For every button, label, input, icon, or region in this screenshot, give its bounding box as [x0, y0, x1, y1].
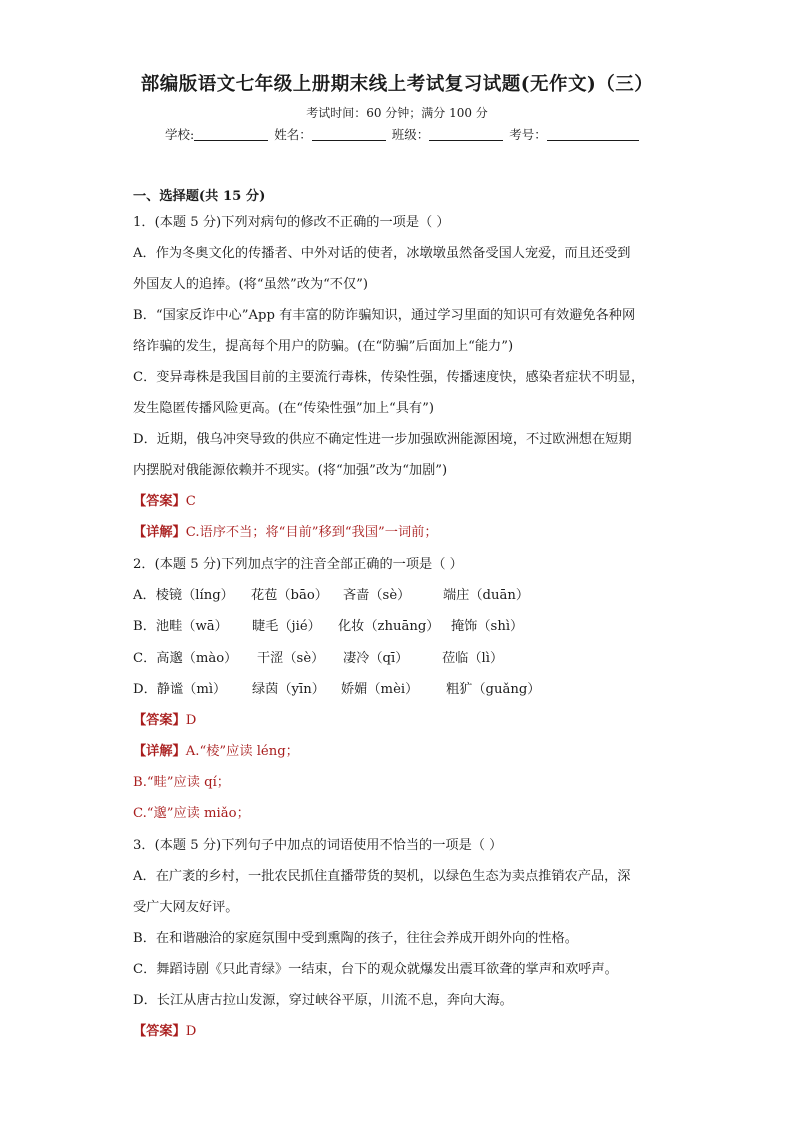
q1-answer: [133, 493, 196, 511]
q3-option-c: C．舞蹈诗剧《只此青绿》一结束，台下的观众就爆发出震耳欲聋的掌声和欢呼声。: [133, 962, 618, 977]
q1-option-d-line2: 内摆脱对俄能源依赖并不现实。(将“加强”改为“加剧”): [133, 463, 448, 478]
name-blank: [312, 128, 386, 141]
q2-detail: [133, 743, 299, 761]
q2-row-d-item2: 绿茵（yīn）: [252, 682, 325, 697]
school-blank: [194, 128, 268, 141]
q2-row-c-item4: 莅临（lì）: [442, 651, 504, 666]
exam-time-info: 考试时间：60 分钟；满分 100 分: [306, 106, 488, 120]
q2-detail-line3: C.“邈”应读 miǎo；: [133, 806, 250, 821]
number-label: 考号：: [509, 127, 547, 142]
q1-detail: [133, 524, 438, 542]
q1-stem: 1．(本题 5 分)下列对病句的修改不正确的一项是（ ）: [133, 215, 450, 230]
page-title: 部编版语文七年级上册期末线上考试复习试题(无作文)（三）: [140, 74, 654, 95]
q2-row-d-item1: D．静谧（mì）: [133, 682, 227, 697]
q2-detail-line2: B.“畦”应读 qí；: [133, 775, 230, 790]
q3-answer: [133, 1023, 196, 1041]
q2-row-a-item4: 端庄（duān）: [443, 588, 530, 603]
detail-text: A.“棱”应读 léng；: [185, 744, 299, 759]
q3-option-b: B．在和谐融洽的家庭氛围中受到熏陶的孩子，往往会养成开朗外向的性格。: [133, 931, 578, 946]
section-heading: 一、选择题(共 15 分): [133, 189, 266, 204]
q2-row-c-item1: C．高邈（mào）: [133, 651, 238, 666]
q1-option-c-line2: 发生隐匿传播风险更高。(在“传染性强”加上“具有”): [133, 401, 435, 416]
q2-row-b-item1: B．池畦（wā）: [133, 619, 228, 634]
q2-row-b-item3: 化妆（zhuāng）: [338, 619, 440, 634]
q2-row-b-item4: 掩饰（shì）: [451, 619, 524, 634]
answer-tag: 【答案】: [133, 1024, 186, 1039]
school-label: 学校:: [165, 127, 195, 142]
q2-row-a-item3: 吝啬（sè）: [343, 588, 411, 603]
q3-option-a-line2: 受广大网友好评。: [133, 900, 239, 915]
q2-stem: 2．(本题 5 分)下列加点字的注音全部正确的一项是（ ）: [133, 557, 463, 572]
student-info-line: [165, 125, 641, 143]
q1-option-b-line1: B．“国家反诈中心”App 有丰富的防诈骗知识，通过学习里面的知识可有效避免各种网: [133, 308, 636, 323]
answer-value: D: [185, 713, 197, 728]
q2-row-a-item2: 花苞（bāo）: [251, 588, 328, 603]
q1-option-a-line2: 外国友人的追捧。(将“虽然”改为“不仅”): [133, 277, 369, 292]
q2-row-d-item4: 粗犷（guǎng）: [446, 682, 541, 697]
q2-row-c-item3: 凄冷（qī）: [343, 651, 409, 666]
q2-row-c-item2: 干涩（sè）: [257, 651, 325, 666]
name-label: 姓名：: [274, 127, 312, 142]
q1-option-d-line1: D．近期，俄乌冲突导致的供应不确定性进一步加强欧洲能源困境，不过欧洲想在短期: [133, 432, 632, 447]
q1-option-b-line2: 络诈骗的发生，提高每个用户的防骗。(在“防骗”后面加上“能力”): [133, 339, 514, 354]
q2-row-b-item2: 睫毛（jié）: [252, 619, 321, 634]
q2-row-a-item1: A．棱镜（líng）: [133, 588, 234, 603]
detail-text: C.语序不当；将“目前”移到“我国”一词前；: [185, 525, 438, 540]
answer-value: D: [185, 1024, 197, 1039]
q1-option-a-line1: A．作为冬奥文化的传播者、中外对话的使者，冰墩墩虽然备受国人宠爱，而且还受到: [133, 246, 631, 261]
number-blank: [547, 128, 639, 141]
q1-option-c-line1: C．变异毒株是我国目前的主要流行毒株，传染性强，传播速度快，感染者症状不明显，: [133, 370, 645, 385]
q3-option-a-line1: A．在广袤的乡村，一批农民抓住直播带货的契机，以绿色生态为卖点推销农产品，深: [133, 869, 631, 884]
q3-option-d: D．长江从唐古拉山发源，穿过峡谷平原，川流不息，奔向大海。: [133, 993, 513, 1008]
detail-tag: 【详解】: [133, 525, 186, 540]
class-label: 班级：: [391, 127, 430, 142]
q2-row-d-item3: 娇媚（mèi）: [341, 682, 419, 697]
answer-tag: 【答案】: [133, 713, 186, 728]
q3-stem: 3．(本题 5 分)下列句子中加点的词语使用不恰当的一项是（ ）: [133, 838, 503, 853]
detail-tag: 【详解】: [133, 744, 186, 759]
answer-tag: 【答案】: [133, 494, 186, 509]
class-blank: [429, 128, 503, 141]
q2-answer: [133, 712, 196, 730]
answer-value: C: [185, 494, 196, 509]
